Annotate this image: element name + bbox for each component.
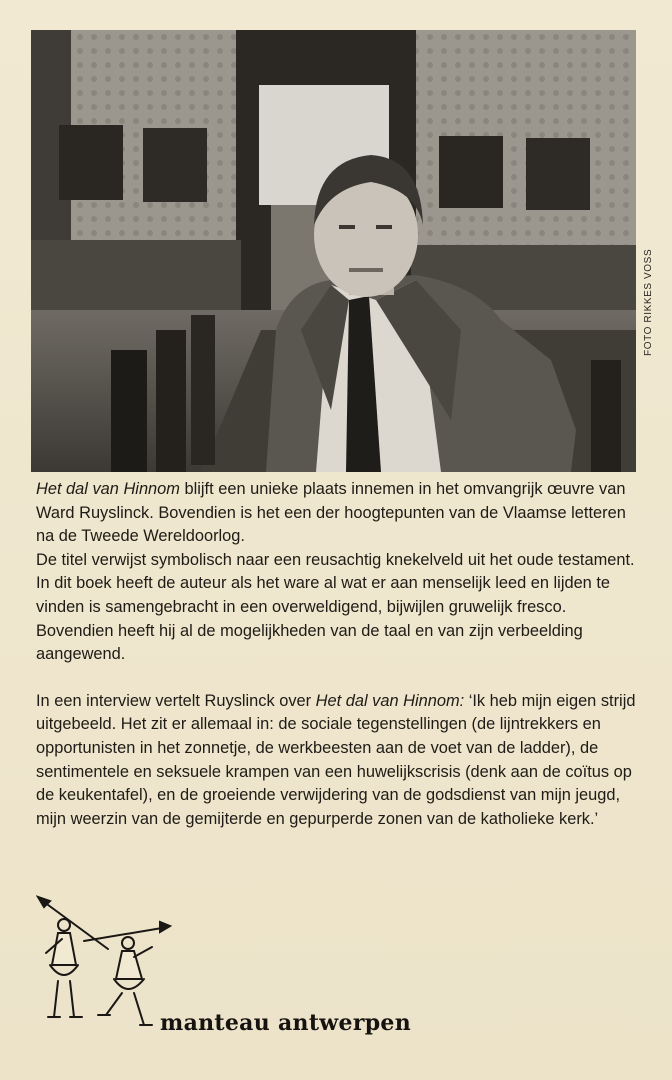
publisher-name: manteau antwerpen (160, 1010, 412, 1036)
blurb-text (36, 478, 638, 831)
interview-quote: ‘Ik heb mijn eigen strijd uitgebeeld. Het zit er allemaal in: de sociale tegenstellingen (de lijntrekkers en opportunisten in het zonnetje, de werkbeesten aan de voet van de ladder), de sentimentele en seksuele krampen van een huwelijkscrisis (denk aan de coïtus op de keukentafel), en de groeiende verwijdering van de godsdienst van mijn jeugd, mijn weerzin van de gemijterde en gepurperde zonen van de katholieke kerk.’ (36, 691, 636, 828)
book-title-quote: Het dal van Hinnom: (315, 691, 465, 710)
book-title: Het dal van Hinnom (36, 480, 180, 498)
two-halberdiers-logo-icon (36, 895, 176, 1035)
blurb-paragraph-1 (36, 478, 638, 549)
blurb-paragraph-3 (36, 690, 638, 832)
author-photo (31, 30, 636, 472)
blurb-paragraph-1-text: blijft een unieke plaats innemen in het omvangrijk œuvre van Ward Ruyslinck. Bovendien is het een der hoogtepunten van de Vlaamse letteren na de Tweede Wereldoorlog. (36, 480, 626, 546)
photo-credit: FOTO RIKKES VOSS (643, 248, 654, 356)
interview-intro: In een interview vertelt Ruyslinck over (36, 691, 316, 710)
blurb-paragraph-2: De titel verwijst symbolisch naar een reusachtig knekelveld uit het oude testament. In dit boek heeft de auteur als het ware al wat er aan menselijk leed en lijden te vinden is samengebracht in een overweldigend, bijwijlen gruwelijk fresco. Bovendien heeft hij al de mogelijkheden van de taal en van zijn verbeelding aangewend. (36, 550, 635, 664)
author-photo-image (31, 30, 636, 472)
